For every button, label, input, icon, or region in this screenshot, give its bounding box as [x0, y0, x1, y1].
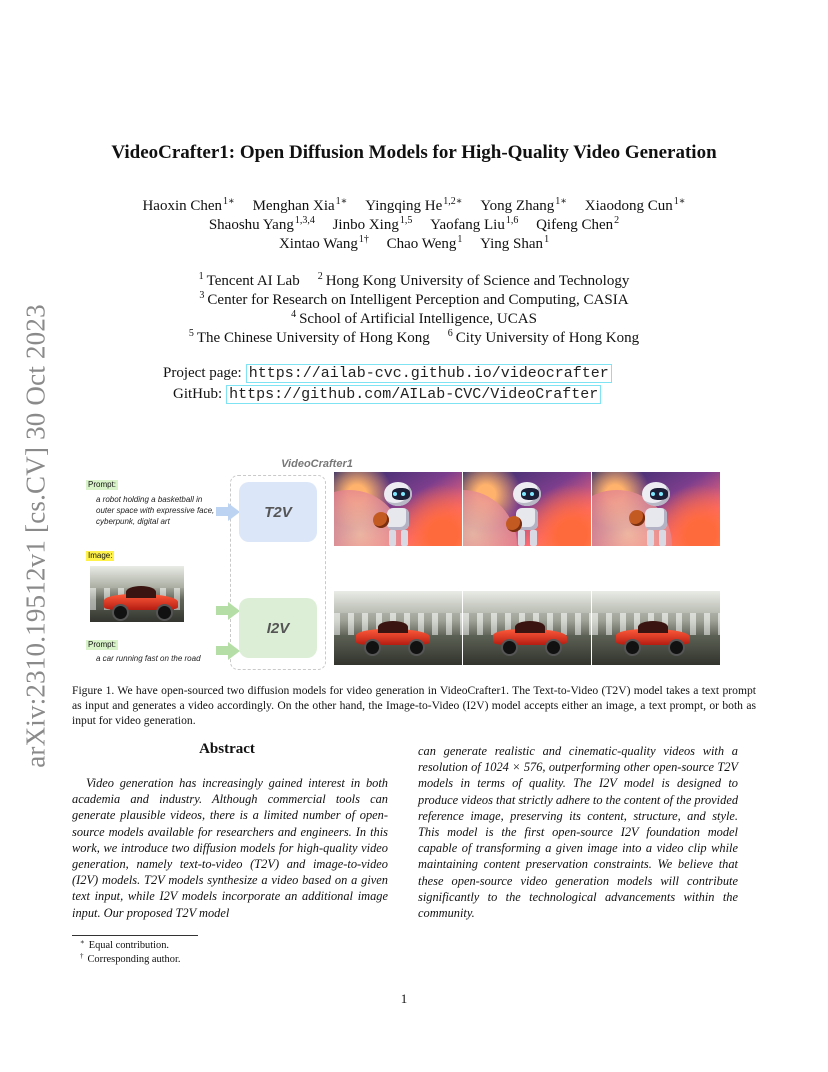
abstract-right-column: can generate realistic and cinematic-quality videos with a resolution of 1024 × 576, outperforming other open-source T2V models in terms of quality. The I2V model is designed to produce videos that strictly adhere to the content of the provided reference image, preserving its content, structure, and style. This model is the first open-source I2V foundation model capable of transforming a given image into a video clip while maintaining content preservation constraints. We believe that these open-source video generation models will contribute significantly to the technological advancements within the community. [418, 744, 739, 921]
affiliations-line-1: $^1$ Tencent AI Lab $^2$ Hong Kong University of Science and Technology [198, 271, 630, 289]
robot-prompt-text: a robot holding a basketball in outer space with expressive face, cyberpunk, digital art [96, 495, 215, 526]
prompt-tag: Prompt: [88, 640, 117, 649]
abstract-left-column: Video generation has increasingly gained interest in both academia and industry. Although commercial tools can generate plausible videos, there is a limited number of open-source models available for researchers and engineers. In this work, we introduce two diffusion models for high-quality video generation, namely text-to-video (T2V) and image-to-video (I2V) models. T2V models synthesize a video based on a given text input, while I2V models incorporate an additional image input. Our proposed T2V model [72, 776, 388, 920]
affiliations-line-3: $^4$ School of Artificial Intelligence, UCAS [291, 309, 537, 327]
author: Yaofang Liu$^{1,6}$ [430, 215, 519, 233]
project-page-label: Project page: [163, 365, 242, 381]
i2v-model-box: I2V [239, 598, 317, 658]
abstract-heading: Abstract [199, 741, 255, 757]
project-page-link[interactable]: https://ailab-cvc.github.io/videocrafter [246, 364, 612, 383]
authors-line-1 [60, 197, 768, 217]
paper-title: VideoCrafter1: Open Diffusion Models for High-Quality Video Generation [111, 142, 717, 163]
affiliation: The Chinese University of Hong Kong [196, 330, 430, 346]
t2v-video-frame [334, 472, 462, 546]
arrow-icon [216, 507, 228, 516]
author: Chao Weng$^1$ [386, 234, 463, 252]
car-prompt-text: a car running fast on the road [96, 654, 201, 663]
author: Haoxin Chen$^{1∗}$ [142, 196, 235, 214]
affiliation: Center for Research on Intelligent Perception and Computing, CASIA [207, 292, 629, 308]
page-number: 1 [400, 991, 408, 1006]
affiliations-line-2: $^3$ Center for Research on Intelligent Perception and Computing, CASIA [199, 290, 629, 308]
figure-1 [82, 450, 722, 675]
github-link[interactable]: https://github.com/AILab-CVC/VideoCrafter [226, 385, 601, 404]
i2v-video-frame [334, 591, 462, 665]
affiliation: City University of Hong Kong [455, 330, 640, 346]
footnote-equal-contribution: ∗ Equal contribution. [80, 938, 169, 951]
github-label: GitHub: [173, 386, 223, 402]
authors-line-3 [60, 235, 768, 255]
arxiv-side-stamp: arXiv:2310.19512v1 [cs.CV] 30 Oct 2023 [20, 304, 51, 768]
t2v-model-box: T2V [239, 482, 317, 542]
figure-header: VideoCrafter1 [281, 458, 353, 470]
i2v-video-frame [463, 591, 591, 665]
prompt-tag: Prompt: [88, 480, 117, 489]
t2v-video-frame [592, 472, 720, 546]
arrow-icon [216, 606, 228, 615]
project-page-row [163, 365, 612, 382]
i2v-video-frame [592, 591, 720, 665]
t2v-video-frame [463, 472, 591, 546]
author: Xintao Wang$^{1\dagger}$ [278, 234, 369, 252]
arrow-icon [216, 646, 228, 655]
affiliations-line-4: $^5$ The Chinese University of Hong Kong $^6$ City University of Hong Kong [188, 328, 640, 346]
footnote-corresponding-author: † Corresponding author. [80, 952, 181, 965]
author: Menghan Xia$^{1∗}$ [252, 196, 348, 214]
author: Xiaodong Cun$^{1∗}$ [584, 196, 686, 214]
author: Jinbo Xing$^{1,5}$ [332, 215, 413, 233]
input-car-image [90, 566, 184, 622]
github-row [173, 386, 601, 403]
author: Qifeng Chen$^2$ [536, 215, 620, 233]
author: Yingqing $He^{1,2∗}$ [365, 196, 463, 214]
affiliation: Tencent AI Lab [206, 273, 300, 289]
affiliation: Hong Kong University of Science and Technology [325, 273, 630, 289]
figure-caption: Figure 1. We have open-sourced two diffusion models for video generation in VideoCrafter1. The Text-to-Video (T2V) model takes a text prompt as input and generates a video accordingly. On the other hand, the Image-to-Video (I2V) model accepts either an image, a text prompt, or both as input for video generation. [72, 684, 756, 727]
authors-line-2 [60, 216, 768, 236]
author: Ying Shan$^1$ [480, 234, 550, 252]
footnote-divider [72, 935, 198, 936]
author: Yong Zhang$^{1∗}$ [480, 196, 568, 214]
image-tag: Image: [88, 551, 113, 560]
affiliation: School of Artificial Intelligence, UCAS [299, 311, 537, 327]
author: Shaoshu Yang$^{1,3,4}$ [208, 215, 315, 233]
